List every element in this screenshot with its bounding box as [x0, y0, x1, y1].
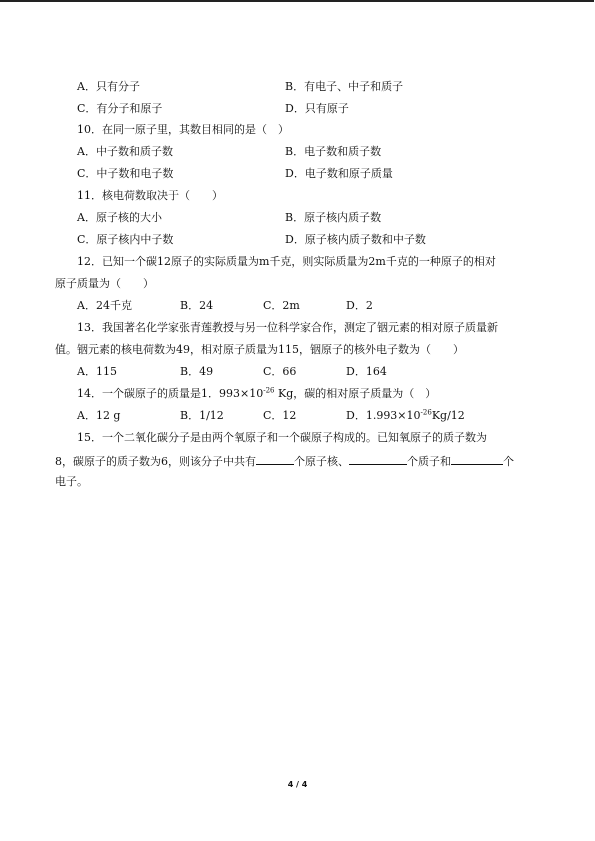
q12-option-c: C．2m	[263, 299, 300, 312]
q14-option-c: C．12	[263, 409, 297, 422]
q13-option-d: D．164	[346, 365, 387, 378]
q12-stem-line2: 原子质量为（ ）	[55, 277, 154, 290]
q13-stem-line2: 值。铟元素的核电荷数为49，相对原子质量为115，铟原子的核外电子数为（ ）	[55, 343, 464, 356]
q10-stem: 10．在同一原子里，其数目相同的是（ ）	[77, 123, 289, 136]
q14-stem-pre: 14．一个碳原子的质量是1．993×10	[77, 387, 264, 400]
q10-option-b: B．电子数和质子数	[285, 145, 382, 158]
q11-option-c: C．原子核内中子数	[77, 233, 174, 246]
q14-stem-post: Kg，碳的相对原子质量为（ ）	[274, 387, 437, 400]
q14-option-d-pre: D．1.993×10	[346, 409, 421, 422]
q15-line2-pre: 8，碳原子的质子数为6，则该分子中共有	[55, 455, 256, 468]
q14-stem	[77, 386, 436, 402]
q11-option-a: A．原子核的大小	[77, 211, 162, 224]
q10-option-a: A．中子数和质子数	[77, 145, 173, 158]
q10-option-c: C．中子数和电子数	[77, 167, 174, 180]
q12-option-b: B．24	[180, 299, 214, 312]
q11-option-d: D．原子核内质子数和中子数	[285, 233, 426, 246]
q9-option-d: D．只有原子	[285, 102, 349, 115]
q12-stem-line1: 12．已知一个碳12原子的实际质量为m千克，则实际质量为2m千克的一种原子的相对	[77, 255, 496, 268]
q15-stem-line3: 电子。	[55, 475, 88, 488]
q15-line2-post: 个	[503, 455, 514, 468]
q12-option-a: A．24千克	[77, 299, 132, 312]
q13-option-c: C．66	[263, 365, 297, 378]
q14-option-d	[346, 408, 465, 424]
answer-blank-electrons[interactable]	[451, 452, 503, 465]
q13-option-b: B．49	[180, 365, 214, 378]
q15-line2-mid2: 个质子和	[407, 455, 451, 468]
q14-option-d-post: Kg/12	[431, 409, 465, 422]
q10-option-d: D．电子数和原子质量	[285, 167, 393, 180]
q15-stem-line2	[55, 452, 514, 468]
q15-line2-mid1: 个原子核、	[294, 455, 349, 468]
q9-option-a: A．只有分子	[77, 80, 140, 93]
q14-option-b: B．1/12	[180, 409, 224, 422]
q13-stem-line1: 13．我国著名化学家张青莲教授与另一位科学家合作，测定了铟元素的相对原子质量新	[77, 321, 498, 334]
q15-stem-line1: 15．一个二氧化碳分子是由两个氧原子和一个碳原子构成的。已知氧原子的质子数为	[77, 431, 487, 444]
answer-blank-protons[interactable]	[349, 452, 407, 465]
q9-option-c: C．有分子和原子	[77, 102, 163, 115]
page-top-border	[0, 0, 594, 2]
q14-stem-exponent: -26	[263, 386, 275, 395]
q9-option-b: B．有电子、中子和质子	[285, 80, 404, 93]
q11-stem: 11．核电荷数取决于（ ）	[77, 189, 223, 202]
q14-option-d-exponent: -26	[420, 408, 432, 417]
q13-option-a: A．115	[77, 365, 117, 378]
q12-option-d: D．2	[346, 299, 373, 312]
q14-option-a: A．12 g	[77, 409, 121, 422]
page-number: 4 / 4	[287, 780, 308, 789]
q11-option-b: B．原子核内质子数	[285, 211, 382, 224]
answer-blank-nuclei[interactable]	[256, 452, 294, 465]
